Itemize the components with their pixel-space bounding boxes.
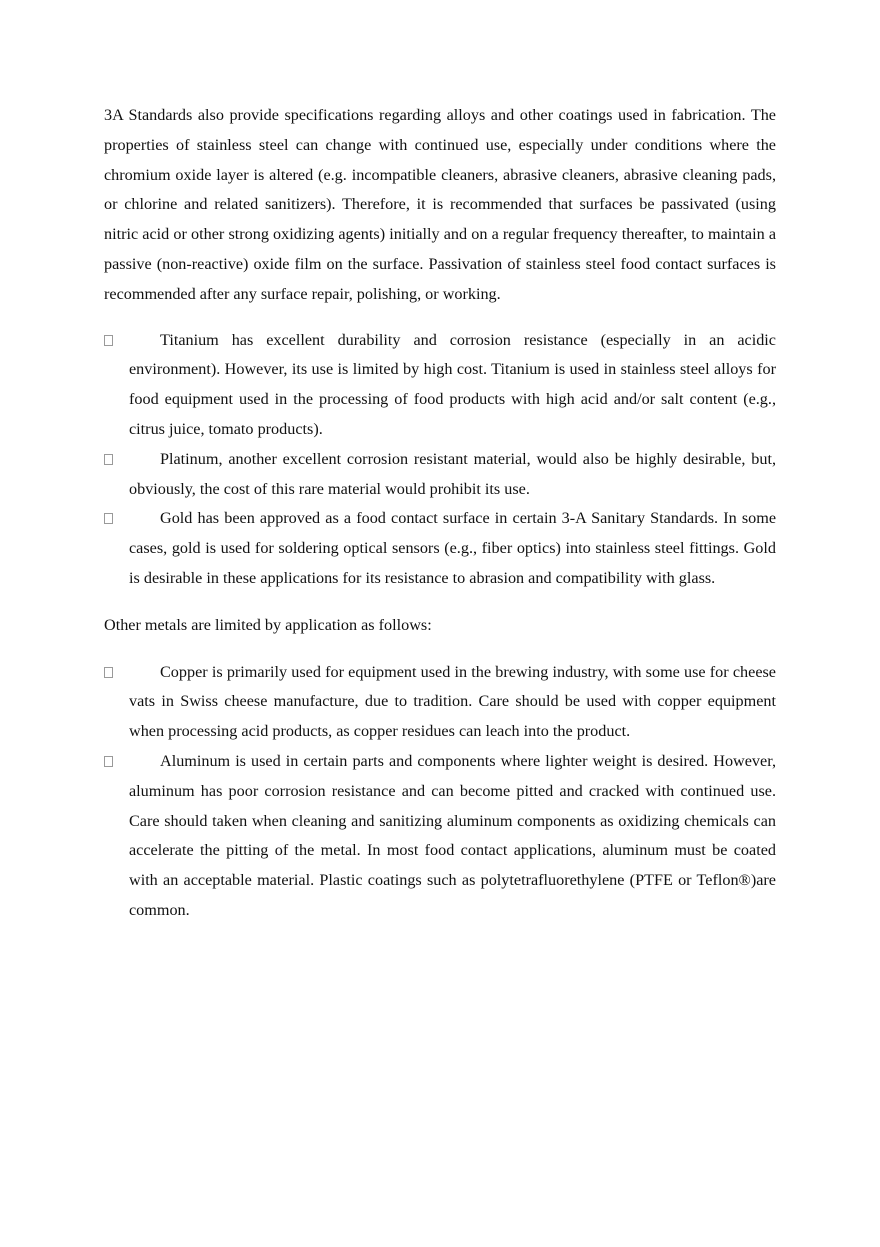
list-item-text: Platinum, another excellent corrosion resistant material, would also be highly desirable, but, obviously, the cost of this rare material would prohibit its use. [129,449,776,498]
list-item-text: Aluminum is used in certain parts and components where lighter weight is desired. However, aluminum has poor corrosion resistance and can become pitted and cracked with continued use. Care should taken when cleaning and sanitizing aluminum components as oxidizing chemicals can accelerate the pitting of the metal. In most food contact applications, aluminum must be coated with an acceptable material. Plastic coatings such as polytetrafluorethylene (PTFE or Teflon®)are common. [129,751,776,919]
empty-box-icon [104,756,113,767]
list-item-aluminum [104,747,776,926]
list-item-gold [104,504,776,593]
list-item-copper [104,658,776,747]
intro-paragraph: 3A Standards also provide specifications regarding alloys and other coatings used in fabrication. The properties of stainless steel can change with continued use, especially under conditions where the chromium oxide layer is altered (e.g. incompatible cleaners, abrasive cleaners, abrasive cleaning pads, or chlorine and related sanitizers). Therefore, it is recommended that surfaces be passivated (using nitric acid or other strong oxidizing agents) initially and on a regular frequency thereafter, to maintain a passive (non-reactive) oxide film on the surface. Passivation of stainless steel food contact surfaces is recommended after any surface repair, polishing, or working. [104,106,776,303]
list-item-text: Titanium has excellent durability and corrosion resistance (especially in an acidic environment). However, its use is limited by high cost. Titanium is used in stainless steel alloys for food equipment used in the processing of food products with high acid and/or salt content (e.g., citrus juice, tomato products). [129,330,776,438]
empty-box-icon [104,335,113,346]
list-item-titanium [104,326,776,445]
empty-box-icon [104,667,113,678]
list-item-text: Gold has been approved as a food contact surface in certain 3-A Sanitary Standards. In some cases, gold is used for soldering optical sensors (e.g., fiber optics) into stainless steel fittings. Gold is desirable in these applications for its resistance to abrasion and compatibility with glass. [129,509,776,587]
empty-box-icon [104,454,113,465]
other-metals-lead: Other metals are limited by application as follows: [104,615,432,634]
list-item-text: Copper is primarily used for equipment used in the brewing industry, with some use for cheese vats in Swiss cheese manufacture, due to tradition. Care should be used with copper equipment when processing acid products, as copper residues can leach into the product. [129,662,776,741]
document-page [104,101,776,943]
precious-metals-list [104,326,776,594]
other-metals-list [104,658,776,926]
empty-box-icon [104,513,113,524]
list-item-platinum [104,445,776,505]
